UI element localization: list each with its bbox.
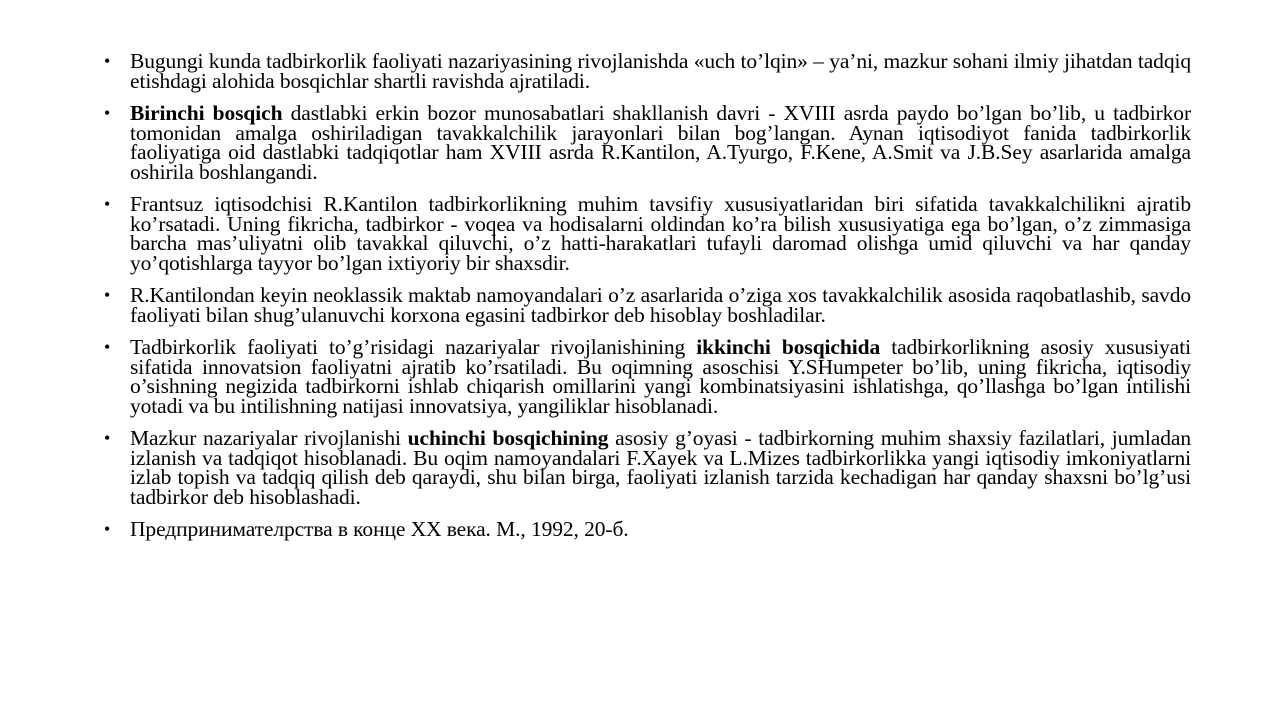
bullet-text-bold: Birinchi bosqich bbox=[130, 101, 283, 125]
bullet-text-before: Mazkur nazariyalar rivojlanishi bbox=[130, 426, 408, 450]
bullet-text-bold: ikkinchi bosqichida bbox=[696, 335, 881, 359]
bullet-list bbox=[104, 49, 1191, 553]
bullet-item-4 bbox=[104, 283, 1191, 327]
bullet-text-after: Frantsuz iqtisodchisi R.Kantilon tadbirkorlikning muhim tavsifiy xususiyatlaridan biri sifatida tavakkalchilikni ajratib ko’rsatadi. Uning fikricha, tadbirkor - voqea va hodisalarni oldindan ko’ra bilish xususiyatiga ega bo’lgan, o’z zimmasiga barcha mas’uliyatni olib tavakkal qiluvchi, o’z hatti-harakatlari tufayli daromad olishga umid qiluvchi va har qanday yo’qotishlarga tayyor bo’lgan ixtiyoriy bir shaxsdir. bbox=[130, 192, 1191, 275]
bullet-text-after: asosiy g’oyasi - tadbirkorning muhim shaxsiy fazilatlari, jumladan izlanish va tadqiqot hisoblanadi. Bu oqim namoyandalari F.Xayek va L.Mizes tadbirkorlikka yangi iqtisodiy imkoniyatlarni izlab topish va tadqiq qilish deb qaraydi, shu bilan birga, faoliyati izlanish tarzida kechadigan har qanday shaxsni bo’lg’usi tadbirkor deb hisoblashadi. bbox=[130, 426, 1191, 509]
bullet-item-5 bbox=[104, 335, 1191, 418]
bullet-item-3 bbox=[104, 192, 1191, 275]
bullet-text-after: tadbirkorlikning asosiy xususiyati sifatida innovatsion faoliyatni ajratib ko’rsatiladi. Bu oqimning asoschisi Y.SHumpeter bo’lib, uning fikricha, iqtisodiy o’sishning negizida tadbirkorni ishlab chiqarish omillarini yangi kombinatsiyasini ishlatishga, qo’llashga bo’lgan intilishi yotadi va bu intilishning natijasi innovatsiya, yangiliklar hisoblanadi. bbox=[130, 335, 1191, 418]
bullet-text-before: Tadbirkorlik faoliyati to’g’risidagi nazariyalar rivojlanishining bbox=[130, 335, 697, 359]
bullet-icon: • bbox=[104, 519, 111, 539]
bullet-item-1 bbox=[104, 49, 1191, 93]
bullet-text-after: Предпринимателрства в конце XX века. М., 1992, 20-б. bbox=[130, 517, 629, 541]
bullet-icon: • bbox=[104, 51, 111, 71]
bullet-text-after: R.Kantilondan keyin neoklassik maktab namoyandalari o’z asarlarida o’ziga xos tavakkalchilik asosida raqobatlashib, savdo faoliyati bilan shug’ulanuvchi korxona egasini tadbirkor deb hisoblay boshladilar. bbox=[130, 283, 1191, 327]
bullet-icon: • bbox=[104, 428, 111, 448]
bullet-text-bold: uchinchi bosqichining bbox=[407, 426, 609, 450]
bullet-item-2 bbox=[104, 101, 1191, 184]
bullet-item-7 bbox=[104, 517, 1191, 541]
bullet-icon: • bbox=[104, 337, 111, 357]
bullet-text-after: dastlabki erkin bozor munosabatlari shakllanish davri - XVIII asrda paydo bo’lgan bo’lib, u tadbirkor tomonidan amalga oshiriladigan tavakkalchilik jarayonlari bilan bog’langan. Aynan iqtisodiyot fanida tadbirkorlik faoliyatiga oid dastlabki tadqiqotlar ham XVIII asrda R.Kantilon, A.Tyurgo, F.Kene, A.Smit va J.B.Sey asarlarida amalga oshirila boshlangandi. bbox=[130, 101, 1191, 184]
bullet-item-6 bbox=[104, 426, 1191, 509]
bullet-icon: • bbox=[104, 194, 111, 214]
bullet-icon: • bbox=[104, 103, 111, 123]
bullet-icon: • bbox=[104, 285, 111, 305]
bullet-text-after: Bugungi kunda tadbirkorlik faoliyati nazariyasining rivojlanishda «uch to’lqin» – ya’ni, mazkur sohani ilmiy jihatdan tadqiq etishdagi alohida bosqichlar shartli ravishda ajratiladi. bbox=[130, 49, 1191, 93]
